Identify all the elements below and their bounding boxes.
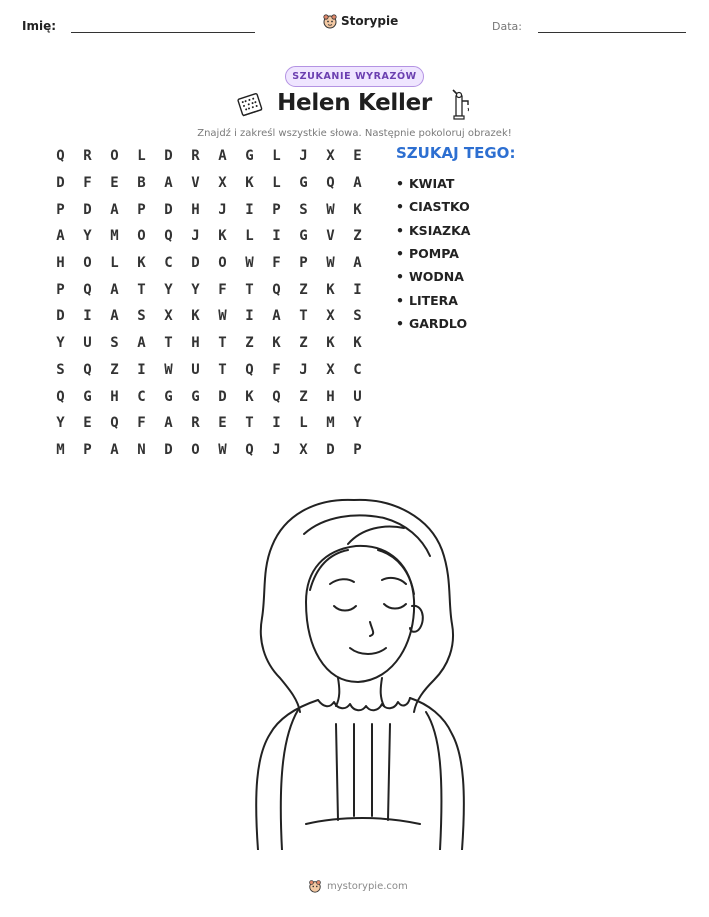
- grid-letter[interactable]: A: [164, 415, 173, 432]
- water-pump-icon: [448, 88, 472, 122]
- grid-letter[interactable]: J: [272, 441, 281, 458]
- grid-letter[interactable]: O: [191, 441, 200, 458]
- grid-letter[interactable]: F: [218, 281, 227, 298]
- grid-letter[interactable]: Q: [56, 388, 65, 405]
- grid-letter[interactable]: Y: [353, 415, 362, 432]
- grid-letter[interactable]: S: [56, 361, 65, 378]
- grid-letter[interactable]: U: [191, 361, 200, 378]
- grid-letter[interactable]: G: [299, 175, 308, 192]
- grid-letter[interactable]: D: [83, 201, 92, 218]
- grid-letter[interactable]: K: [353, 201, 362, 218]
- grid-letter[interactable]: G: [245, 148, 254, 165]
- grid-letter[interactable]: A: [353, 255, 362, 272]
- grid-letter[interactable]: I: [245, 201, 254, 218]
- grid-letter[interactable]: F: [272, 361, 281, 378]
- grid-letter[interactable]: F: [83, 175, 92, 192]
- grid-letter[interactable]: A: [110, 441, 119, 458]
- grid-letter[interactable]: Q: [110, 415, 119, 432]
- grid-letter[interactable]: K: [218, 228, 227, 245]
- word-item: • KSIAZKA: [396, 219, 470, 242]
- grid-letter[interactable]: P: [137, 201, 146, 218]
- grid-letter[interactable]: X: [326, 361, 335, 378]
- grid-letter[interactable]: Z: [110, 361, 119, 378]
- grid-letter[interactable]: Y: [56, 335, 65, 352]
- grid-letter[interactable]: Z: [299, 388, 308, 405]
- grid-letter[interactable]: J: [218, 201, 227, 218]
- word-search-grid[interactable]: [47, 143, 371, 463]
- footer-url[interactable]: mystorypie.com: [327, 880, 408, 892]
- grid-letter[interactable]: G: [191, 388, 200, 405]
- name-label: Imię:: [22, 19, 57, 33]
- grid-letter[interactable]: D: [191, 255, 200, 272]
- grid-letter[interactable]: V: [191, 175, 200, 192]
- grid-letter[interactable]: A: [353, 175, 362, 192]
- grid-letter[interactable]: L: [137, 148, 146, 165]
- grid-letter[interactable]: E: [110, 175, 119, 192]
- word-list-heading: SZUKAJ TEGO:: [396, 144, 516, 162]
- grid-letter[interactable]: W: [164, 361, 173, 378]
- grid-letter[interactable]: G: [83, 388, 92, 405]
- grid-letter[interactable]: A: [110, 308, 119, 325]
- grid-letter[interactable]: Y: [191, 281, 200, 298]
- grid-letter[interactable]: O: [218, 255, 227, 272]
- grid-letter[interactable]: V: [326, 228, 335, 245]
- grid-letter[interactable]: W: [218, 441, 227, 458]
- grid-letter[interactable]: U: [353, 388, 362, 405]
- grid-letter[interactable]: H: [191, 335, 200, 352]
- grid-letter[interactable]: J: [191, 228, 200, 245]
- grid-letter[interactable]: K: [326, 335, 335, 352]
- grid-letter[interactable]: Z: [245, 335, 254, 352]
- grid-letter[interactable]: Q: [83, 361, 92, 378]
- grid-letter[interactable]: H: [326, 388, 335, 405]
- grid-letter[interactable]: Q: [164, 228, 173, 245]
- grid-letter[interactable]: O: [137, 228, 146, 245]
- grid-letter[interactable]: S: [137, 308, 146, 325]
- grid-letter[interactable]: R: [191, 148, 200, 165]
- grid-letter[interactable]: T: [245, 281, 254, 298]
- grid-letter[interactable]: X: [299, 441, 308, 458]
- word-list: [396, 172, 470, 335]
- grid-letter[interactable]: E: [83, 415, 92, 432]
- grid-letter[interactable]: E: [218, 415, 227, 432]
- grid-letter[interactable]: R: [83, 148, 92, 165]
- grid-letter[interactable]: L: [245, 228, 254, 245]
- grid-letter[interactable]: U: [83, 335, 92, 352]
- grid-letter[interactable]: H: [191, 201, 200, 218]
- grid-letter[interactable]: T: [245, 415, 254, 432]
- word-item: • KWIAT: [396, 172, 470, 195]
- grid-letter[interactable]: L: [272, 175, 281, 192]
- grid-letter[interactable]: I: [137, 361, 146, 378]
- grid-letter[interactable]: K: [272, 335, 281, 352]
- grid-letter[interactable]: W: [326, 255, 335, 272]
- instructions: Znajdź i zakreśl wszystkie słowa. Następnie pokoloruj obrazek!: [197, 128, 512, 139]
- grid-letter[interactable]: Q: [272, 281, 281, 298]
- grid-letter[interactable]: N: [137, 441, 146, 458]
- grid-letter[interactable]: D: [164, 201, 173, 218]
- grid-letter[interactable]: W: [245, 255, 254, 272]
- grid-letter[interactable]: X: [326, 148, 335, 165]
- activity-badge: SZUKANIE WYRAZÓW: [285, 66, 424, 87]
- grid-letter[interactable]: D: [326, 441, 335, 458]
- grid-letter[interactable]: D: [56, 308, 65, 325]
- grid-letter[interactable]: L: [110, 255, 119, 272]
- grid-letter[interactable]: A: [56, 228, 65, 245]
- grid-letter[interactable]: Q: [245, 441, 254, 458]
- grid-letter[interactable]: P: [272, 201, 281, 218]
- grid-letter[interactable]: Y: [83, 228, 92, 245]
- grid-letter[interactable]: Q: [245, 361, 254, 378]
- grid-letter[interactable]: B: [137, 175, 146, 192]
- grid-letter[interactable]: K: [245, 175, 254, 192]
- footer: [308, 879, 408, 893]
- grid-letter[interactable]: D: [56, 175, 65, 192]
- grid-letter[interactable]: A: [272, 308, 281, 325]
- date-label: Data:: [492, 20, 522, 33]
- grid-letter[interactable]: C: [137, 388, 146, 405]
- grid-letter[interactable]: Q: [326, 175, 335, 192]
- grid-letter[interactable]: P: [83, 441, 92, 458]
- grid-letter[interactable]: T: [137, 281, 146, 298]
- grid-letter[interactable]: A: [137, 335, 146, 352]
- grid-letter[interactable]: P: [56, 281, 65, 298]
- word-item: • LITERA: [396, 288, 470, 311]
- grid-letter[interactable]: K: [137, 255, 146, 272]
- grid-letter[interactable]: T: [218, 361, 227, 378]
- grid-letter[interactable]: Y: [56, 415, 65, 432]
- grid-letter[interactable]: A: [110, 281, 119, 298]
- grid-letter[interactable]: S: [299, 201, 308, 218]
- grid-letter[interactable]: Q: [83, 281, 92, 298]
- grid-letter[interactable]: T: [299, 308, 308, 325]
- storypie-mascot-icon: [308, 879, 322, 893]
- grid-letter[interactable]: I: [83, 308, 92, 325]
- grid-letter[interactable]: I: [272, 228, 281, 245]
- word-item: • POMPA: [396, 242, 470, 265]
- date-input-line[interactable]: [538, 32, 686, 33]
- grid-letter[interactable]: C: [353, 361, 362, 378]
- grid-letter[interactable]: X: [326, 308, 335, 325]
- grid-letter[interactable]: Z: [353, 228, 362, 245]
- helen-keller-coloring-illustration: [244, 494, 474, 850]
- grid-letter[interactable]: D: [218, 388, 227, 405]
- word-item: • WODNA: [396, 265, 470, 288]
- grid-letter[interactable]: Q: [272, 388, 281, 405]
- grid-letter[interactable]: S: [353, 308, 362, 325]
- grid-letter[interactable]: X: [164, 308, 173, 325]
- grid-letter[interactable]: A: [110, 201, 119, 218]
- grid-letter[interactable]: C: [164, 255, 173, 272]
- brand-logo: [322, 13, 398, 29]
- grid-letter[interactable]: F: [272, 255, 281, 272]
- grid-letter[interactable]: D: [164, 148, 173, 165]
- grid-letter[interactable]: A: [218, 148, 227, 165]
- grid-letter[interactable]: R: [191, 415, 200, 432]
- grid-letter[interactable]: I: [245, 308, 254, 325]
- grid-letter[interactable]: I: [272, 415, 281, 432]
- grid-letter[interactable]: S: [110, 335, 119, 352]
- grid-letter[interactable]: A: [164, 175, 173, 192]
- grid-letter[interactable]: Q: [56, 148, 65, 165]
- grid-letter[interactable]: T: [218, 335, 227, 352]
- grid-letter[interactable]: Z: [299, 281, 308, 298]
- grid-letter[interactable]: D: [164, 441, 173, 458]
- grid-letter[interactable]: Z: [299, 335, 308, 352]
- grid-letter[interactable]: O: [110, 148, 119, 165]
- grid-letter[interactable]: M: [110, 228, 119, 245]
- grid-letter[interactable]: K: [245, 388, 254, 405]
- grid-letter[interactable]: K: [353, 335, 362, 352]
- grid-letter[interactable]: H: [56, 255, 65, 272]
- grid-letter[interactable]: T: [164, 335, 173, 352]
- storypie-mascot-icon: [322, 13, 338, 29]
- grid-letter[interactable]: M: [326, 415, 335, 432]
- grid-letter[interactable]: W: [326, 201, 335, 218]
- grid-letter[interactable]: K: [191, 308, 200, 325]
- grid-letter[interactable]: M: [56, 441, 65, 458]
- word-item: • CIASTKO: [396, 195, 470, 218]
- grid-letter[interactable]: G: [299, 228, 308, 245]
- grid-letter[interactable]: W: [218, 308, 227, 325]
- grid-letter[interactable]: J: [299, 148, 308, 165]
- grid-letter[interactable]: K: [326, 281, 335, 298]
- grid-letter[interactable]: H: [110, 388, 119, 405]
- grid-letter[interactable]: L: [272, 148, 281, 165]
- grid-letter[interactable]: X: [218, 175, 227, 192]
- grid-letter[interactable]: L: [299, 415, 308, 432]
- page-title: Helen Keller: [277, 90, 432, 116]
- grid-letter[interactable]: O: [83, 255, 92, 272]
- grid-letter[interactable]: P: [353, 441, 362, 458]
- word-item: • GARDLO: [396, 312, 470, 335]
- grid-letter[interactable]: I: [353, 281, 362, 298]
- grid-letter[interactable]: F: [137, 415, 146, 432]
- name-input-line[interactable]: [71, 32, 255, 33]
- grid-letter[interactable]: P: [299, 255, 308, 272]
- grid-letter[interactable]: P: [56, 201, 65, 218]
- grid-letter[interactable]: J: [299, 361, 308, 378]
- brand-name: Storypie: [341, 14, 399, 28]
- grid-letter[interactable]: E: [353, 148, 362, 165]
- grid-letter[interactable]: Y: [164, 281, 173, 298]
- grid-letter[interactable]: G: [164, 388, 173, 405]
